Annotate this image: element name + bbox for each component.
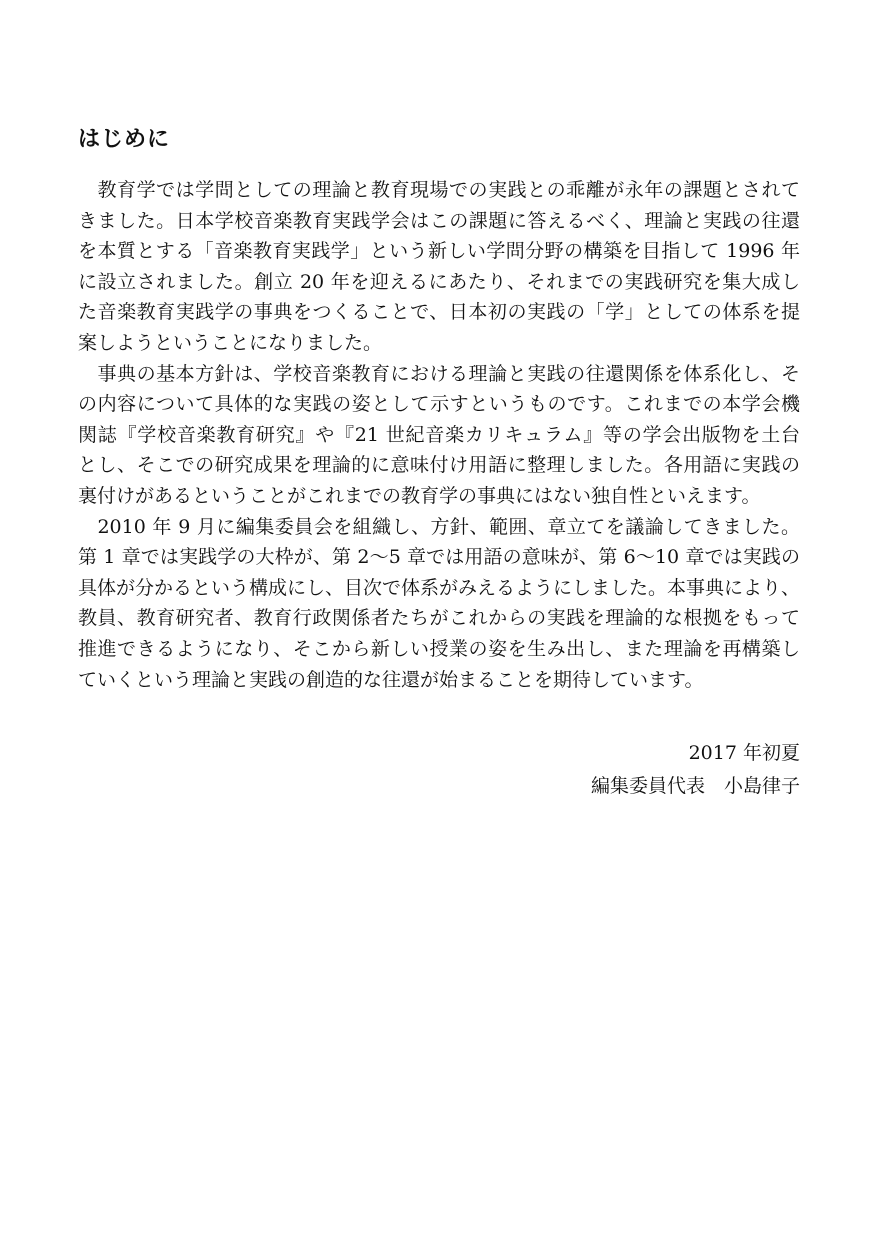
text-line: 第 1 章では実践学の大枠が、第 2～5 章では用語の意味が、第 6～10 章では実践の	[78, 546, 800, 569]
text-line: を本質とする「音楽教育実践学」という新しい学問分野の構築を目指して 1996 年	[78, 240, 800, 263]
text-line: ていくという理論と実践の創造的な往還が始まることを期待しています。	[78, 668, 704, 691]
text-line: 2010 年 9 月に編集委員会を組織し、方針、範囲、章立てを議論してきました。	[78, 515, 800, 538]
text-line: の内容について具体的な実践の姿として示すというものです。これまでの本学会機	[78, 393, 800, 416]
text-line: た音楽教育実践学の事典をつくることで、日本初の実践の「学」としての体系を提	[78, 301, 800, 324]
text-line: きました。日本学校音楽教育実践学会はこの課題に答えるべく、理論と実践の往還	[78, 209, 800, 232]
text-line: 関誌『学校音楽教育研究』や『21 世紀音楽カリキュラム』等の学会出版物を土台	[78, 423, 800, 446]
text-line: 裏付けがあるということがこれまでの教育学の事典にはない独自性といえます。	[78, 484, 761, 507]
text-line: 教員、教育研究者、教育行政関係者たちがこれからの実践を理論的な根拠をもって	[78, 607, 800, 630]
body-text	[78, 175, 800, 695]
text-line: 案しようということになりました。	[78, 331, 383, 354]
text-line: に設立されました。創立 20 年を迎えるにあたり、それまでの実践研究を集大成し	[78, 270, 800, 293]
signature-date: 2017 年初夏	[688, 742, 800, 764]
paragraph	[78, 359, 800, 512]
text-line: 推進できるようになり、そこから新しい授業の姿を生み出し、また理論を再構築し	[78, 637, 800, 660]
signature-author: 編集委員代表 小島律子	[590, 775, 800, 797]
text-line: 具体が分かるという構成にし、目次で体系がみえるようにしました。本事典により、	[78, 576, 800, 599]
text-line: とし、そこでの研究成果を理論的に意味付け用語に整理しました。各用語に実践の	[78, 454, 800, 477]
text-line: 事典の基本方針は、学校音楽教育における理論と実践の往還関係を体系化し、そ	[78, 362, 800, 385]
page-title: はじめに	[78, 127, 171, 152]
paragraph	[78, 512, 800, 696]
text-line: 教育学では学問としての理論と教育現場での実践との乖離が永年の課題とされて	[78, 179, 800, 201]
paragraph	[78, 175, 800, 359]
